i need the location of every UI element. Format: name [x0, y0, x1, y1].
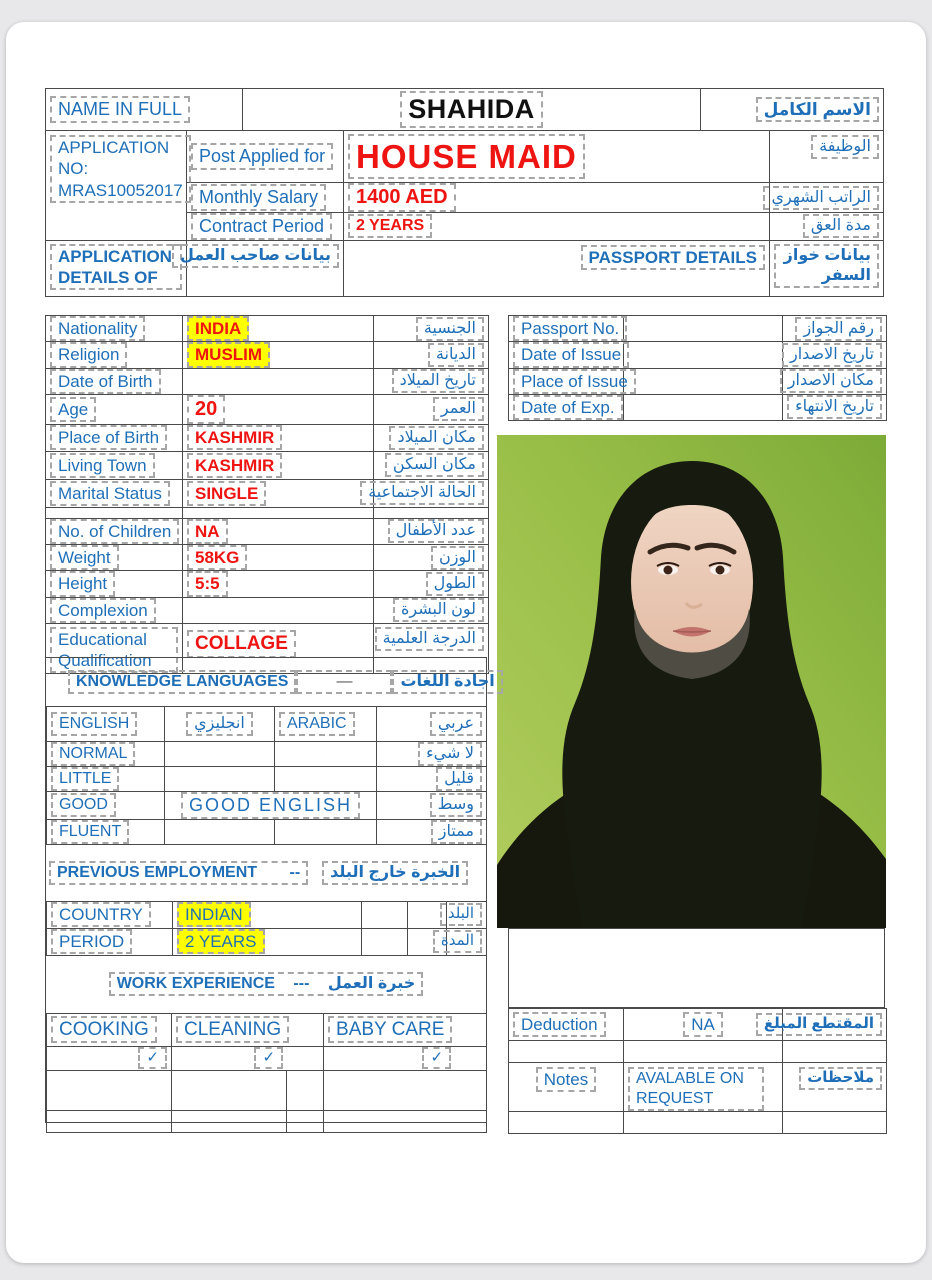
languages-header — [46, 658, 495, 706]
passport-details-ar-cell — [770, 240, 884, 296]
name-value: SHAHIDA — [400, 91, 543, 129]
personal-label: Marital Status — [50, 481, 170, 506]
personal-label-ar: عدد الأطفال — [388, 519, 484, 543]
empty-cell — [324, 1070, 487, 1110]
languages-table — [46, 706, 487, 845]
language-column-english: ENGLISH — [51, 712, 137, 736]
post-label-cell — [187, 131, 344, 183]
name-label-ar-cell — [701, 89, 884, 131]
skill-checkmark: ✓ — [254, 1047, 283, 1070]
post-applied-label: Post Applied for — [191, 143, 333, 170]
passport-label: Date of Exp. — [513, 395, 623, 420]
employment-label: PERIOD — [51, 929, 132, 954]
passport-label-ar: تاريخ الاصدار — [782, 343, 882, 367]
personal-label-ar: مكان الميلاد — [389, 426, 484, 450]
post-applied-value: HOUSE MAID — [348, 134, 585, 179]
personal-value: COLLAGE — [187, 630, 296, 658]
empty-cell — [624, 316, 783, 342]
empty-cell — [172, 1110, 287, 1132]
empty-cell — [362, 901, 408, 928]
personal-label-ar: الجنسية — [416, 317, 484, 341]
personal-value: 58KG — [187, 545, 247, 570]
contract-label-arabic: مدة العق — [803, 214, 879, 238]
personal-label-ar: الطول — [426, 572, 484, 596]
personal-label-ar: الدرجة العلمية — [375, 627, 484, 651]
passport-details-label: PASSPORT DETAILS — [581, 245, 765, 270]
name-label-arabic: الاسم الكامل — [756, 97, 879, 122]
contract-value-cell — [344, 213, 770, 241]
applicant-photo — [497, 435, 886, 928]
empty-cell — [165, 742, 275, 767]
employment-label-ar: المدة — [433, 930, 482, 953]
empty-cell — [47, 1070, 172, 1110]
work-experience-header — [46, 956, 486, 1013]
skill-checkmark: ✓ — [422, 1047, 451, 1070]
passport-label: Date of Issue — [513, 342, 629, 367]
passport-details-arabic: بيانات خواز السفر — [774, 244, 879, 288]
empty-cell — [624, 394, 783, 420]
empty-cell — [624, 1041, 783, 1063]
passport-label: Passport No. — [513, 316, 627, 341]
personal-label: Nationality — [50, 316, 145, 341]
empty-cell — [46, 507, 183, 518]
work-experience-table — [46, 1013, 487, 1133]
personal-label-ar: العمر — [433, 397, 484, 421]
name-label: NAME IN FULL — [50, 96, 190, 123]
personal-label-ar: الديانة — [428, 343, 484, 367]
post-label-ar-cell — [770, 131, 884, 183]
name-value-cell — [243, 89, 701, 131]
personal-label: Living Town — [50, 453, 155, 478]
passport-label: Place of Issue — [513, 369, 636, 394]
language-level: FLUENT — [51, 820, 129, 844]
empty-cell — [183, 368, 374, 394]
empty-cell — [287, 1070, 324, 1110]
application-no: APPLICATION NO: MRAS10052017 — [50, 135, 191, 203]
empty-cell — [624, 342, 783, 368]
empty-cell — [287, 1110, 324, 1132]
employment-label-ar: البلد — [440, 903, 482, 926]
empty-cell — [275, 819, 377, 844]
empty-cell — [275, 767, 377, 792]
empty-cell — [165, 767, 275, 792]
salary-label-arabic: الراتب الشهري — [763, 186, 879, 210]
language-column-english-ar: انجليزي — [186, 712, 253, 736]
personal-value: KASHMIR — [187, 453, 282, 478]
salary-label-ar-cell — [770, 183, 884, 213]
personal-label-ar: تاريخ الميلاد — [392, 369, 484, 393]
personal-value: 5:5 — [187, 571, 228, 596]
name-table — [45, 88, 884, 131]
salary-label-cell — [187, 183, 344, 213]
salary-value-cell — [344, 183, 770, 213]
skill-label: BABY CARE — [328, 1016, 452, 1044]
passport-label-ar: مكان الاصدار — [780, 369, 882, 393]
empty-cell — [183, 507, 374, 518]
application-details-cell — [46, 240, 187, 296]
empty-cell — [509, 1112, 624, 1134]
empty-cell — [783, 1041, 887, 1063]
personal-label: Religion — [50, 342, 127, 367]
languages-separator-dash: — — [296, 670, 392, 694]
personal-value: INDIA — [187, 316, 249, 341]
photo-lower-empty-box — [508, 928, 885, 1008]
personal-value: MUSLIM — [187, 342, 270, 367]
personal-value: NA — [187, 519, 228, 544]
personal-label: Educational Qualification — [50, 627, 178, 674]
language-level: NORMAL — [51, 742, 135, 766]
previous-employment-header — [46, 845, 486, 901]
contract-label-ar-cell — [770, 213, 884, 241]
empty-cell — [624, 368, 783, 394]
notes-label: Notes — [536, 1067, 596, 1092]
empty-cell — [374, 507, 489, 518]
employment-label: COUNTRY — [51, 902, 151, 927]
post-value-cell — [344, 131, 770, 183]
languages-title: KNOWLEDGE LANGUAGES — [68, 670, 296, 694]
personal-label: No. of Children — [50, 519, 179, 544]
notes-label-arabic: ملاحظات — [799, 1067, 882, 1090]
empty-cell — [362, 928, 408, 955]
passport-label-ar: تاريخ الانتهاء — [787, 395, 882, 419]
language-level-ar: قليل — [436, 767, 482, 791]
language-level-ar: لا شيء — [418, 742, 482, 766]
empty-cell — [172, 1070, 287, 1110]
deduction-value: NA — [683, 1012, 723, 1037]
notes-value: AVALABLE ON REQUEST — [628, 1067, 764, 1111]
post-label-arabic: الوظيفة — [811, 135, 879, 159]
personal-label-ar: الوزن — [431, 546, 484, 570]
skills-section-container — [45, 657, 495, 1123]
personal-label: Height — [50, 571, 115, 596]
language-level: GOOD — [51, 793, 116, 817]
previous-employment-title: PREVIOUS EMPLOYMENT -- — [49, 861, 308, 885]
application-details-label: APPLICATION DETAILS OF — [50, 244, 182, 291]
language-column-arabic-ar: عربي — [430, 712, 482, 736]
summary-table — [508, 1008, 887, 1134]
personal-label: Complexion — [50, 598, 156, 623]
contract-label-cell — [187, 213, 344, 241]
salary-label: Monthly Salary — [191, 184, 326, 211]
language-column-arabic: ARABIC — [279, 712, 355, 736]
application-details-ar-cell — [180, 240, 344, 296]
salary-value: 1400 AED — [348, 183, 456, 212]
personal-label-ar: لون البشرة — [393, 598, 484, 622]
deduction-label-arabic: المقتطع المبلغ — [756, 1013, 882, 1036]
contract-label: Contract Period — [191, 213, 332, 240]
personal-label: Weight — [50, 545, 119, 570]
empty-cell — [165, 819, 275, 844]
personal-label: Date of Birth — [50, 369, 161, 394]
empty-cell — [275, 742, 377, 767]
passport-table — [508, 315, 887, 421]
skill-checkmark: ✓ — [138, 1047, 167, 1070]
empty-cell — [783, 1112, 887, 1134]
employment-value: INDIAN — [177, 902, 251, 927]
applicant-photo-illustration — [497, 435, 886, 928]
personal-label-ar: الحالة الاجتماعية — [360, 481, 484, 505]
empty-cell — [509, 1041, 624, 1063]
languages-title-arabic: اجادة اللغات — [392, 670, 502, 694]
language-level: LITTLE — [51, 767, 119, 791]
work-experience-title: WORK EXPERIENCE --- خبرة العمل — [109, 972, 424, 996]
title-dashes: -- — [289, 863, 301, 881]
language-note: GOOD ENGLISH — [181, 792, 360, 819]
personal-label: Age — [50, 397, 96, 422]
deduction-label: Deduction — [513, 1012, 606, 1037]
empty-cell — [324, 1110, 487, 1132]
language-level-ar: ممتاز — [431, 820, 482, 844]
previous-employment-table — [46, 901, 487, 956]
title-dashes: --- — [293, 975, 310, 992]
employment-value: 2 YEARS — [177, 929, 265, 954]
personal-value: KASHMIR — [187, 425, 282, 450]
application-table — [45, 130, 884, 297]
personal-value: SINGLE — [187, 481, 266, 506]
name-label-cell — [46, 89, 243, 131]
passport-label-ar: رقم الجواز — [795, 317, 882, 341]
personal-value: 20 — [187, 395, 225, 424]
skill-label: COOKING — [51, 1016, 157, 1044]
personal-label: Place of Birth — [50, 425, 167, 450]
application-no-cell — [46, 131, 187, 241]
language-level-ar: وسط — [430, 793, 482, 817]
personal-label-ar: مكان السكن — [385, 453, 484, 477]
skill-label: CLEANING — [176, 1016, 289, 1044]
application-details-arabic: بيانات صاحب العمل — [172, 244, 339, 268]
empty-cell — [183, 597, 374, 623]
previous-employment-title-arabic: الخبرة خارج البلد — [322, 861, 468, 885]
personal-details-table — [45, 315, 489, 674]
empty-cell — [624, 1112, 783, 1134]
passport-details-cell — [344, 240, 770, 296]
empty-cell — [47, 1110, 172, 1132]
contract-value: 2 YEARS — [348, 214, 432, 238]
work-experience-title-arabic: خبرة العمل — [327, 975, 416, 992]
